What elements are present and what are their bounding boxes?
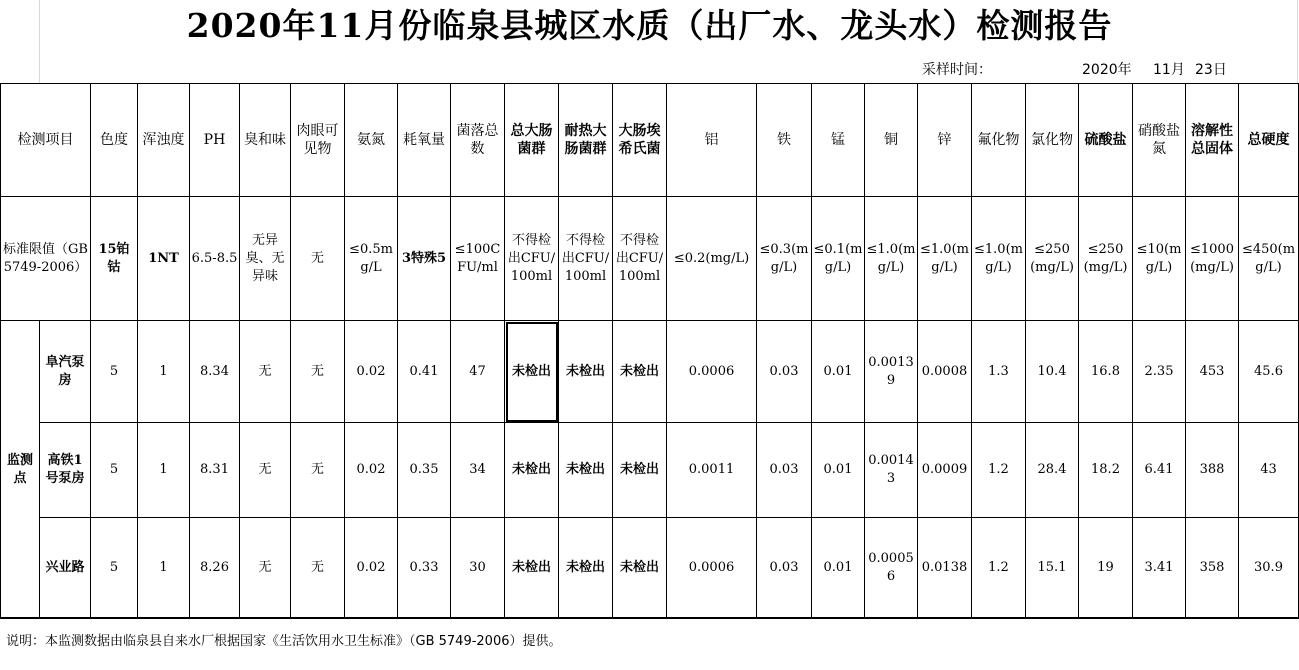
data-cell[interactable]: 5 (91, 518, 138, 619)
site-name[interactable]: 兴业路 (40, 518, 91, 619)
data-cell[interactable]: 未检出 (505, 518, 559, 619)
header-item-label[interactable]: 检测项目 (1, 84, 91, 197)
data-cell[interactable]: 0.0011 (667, 423, 757, 518)
col-header[interactable]: 肉眼可见物 (291, 84, 345, 197)
sample-time-label: 采样时间： (922, 62, 992, 78)
col-header[interactable]: 色度 (91, 84, 138, 197)
data-cell[interactable]: 453 (1186, 321, 1239, 423)
standard-value[interactable]: ≤1.0(mg/L) (972, 197, 1026, 321)
data-cell[interactable]: 0.0008 (918, 321, 972, 423)
data-cell[interactable]: 0.02 (345, 321, 398, 423)
table-row (1, 321, 1299, 423)
data-cell[interactable]: 未检出 (613, 423, 667, 518)
data-cell[interactable]: 6.41 (1133, 423, 1186, 518)
col-header[interactable]: 总大肠菌群 (505, 84, 559, 197)
data-cell[interactable]: 未检出 (559, 321, 613, 423)
col-header[interactable]: 溶解性总固体 (1186, 84, 1239, 197)
data-cell[interactable]: 8.26 (190, 518, 240, 619)
col-header[interactable]: 硝酸盐氮 (1133, 84, 1186, 197)
data-cell[interactable]: 5 (91, 423, 138, 518)
data-cell[interactable]: 未检出 (559, 423, 613, 518)
data-cell[interactable]: 18.2 (1079, 423, 1133, 518)
standard-value[interactable]: 不得检出CFU/100ml (505, 197, 559, 321)
data-cell[interactable]: 0.02 (345, 423, 398, 518)
standard-value[interactable]: ≤1.0(mg/L) (918, 197, 972, 321)
data-cell[interactable]: 0.03 (757, 321, 812, 423)
col-header[interactable]: 臭和味 (240, 84, 291, 197)
standard-value[interactable]: 3特殊5 (398, 197, 451, 321)
data-cell[interactable]: 0.35 (398, 423, 451, 518)
data-cell[interactable]: 0.01 (812, 518, 865, 619)
data-cell[interactable]: 未检出 (505, 321, 559, 423)
monitoring-point-label[interactable]: 监测点 (1, 321, 40, 619)
standard-value[interactable]: 1NT (138, 197, 190, 321)
data-cell[interactable]: 1.2 (972, 423, 1026, 518)
data-cell[interactable]: 3.41 (1133, 518, 1186, 619)
col-header[interactable]: 氯化物 (1026, 84, 1079, 197)
standard-value[interactable]: ≤10(mg/L) (1133, 197, 1186, 321)
standard-value[interactable]: ≤1000(mg/L) (1186, 197, 1239, 321)
data-cell[interactable]: 1.2 (972, 518, 1026, 619)
data-cell[interactable]: 0.0006 (667, 321, 757, 423)
data-cell[interactable]: 0.00056 (865, 518, 918, 619)
data-cell[interactable]: 1 (138, 518, 190, 619)
standard-value[interactable]: ≤250(mg/L) (1079, 197, 1133, 321)
col-header[interactable]: 锌 (918, 84, 972, 197)
data-cell[interactable]: 无 (291, 423, 345, 518)
data-cell[interactable]: 无 (291, 518, 345, 619)
data-cell[interactable]: 2.35 (1133, 321, 1186, 423)
standard-value[interactable]: ≤0.2(mg/L) (667, 197, 757, 321)
standard-value[interactable]: 不得检出CFU/100ml (613, 197, 667, 321)
footnote: 说明：本监测数据由临泉县自来水厂根据国家《生活饮用水卫生标准》（GB 5749-2006）提供。 (0, 617, 1299, 665)
site-name[interactable]: 高铁1号泵房 (40, 423, 91, 518)
standard-value[interactable]: ≤450(mg/L) (1239, 197, 1299, 321)
data-cell[interactable]: 1 (138, 423, 190, 518)
standard-value[interactable]: ≤0.5mg/L (345, 197, 398, 321)
data-cell[interactable]: 0.00143 (865, 423, 918, 518)
data-cell[interactable]: 0.03 (757, 518, 812, 619)
data-cell[interactable]: 10.4 (1026, 321, 1079, 423)
table-row (1, 423, 1299, 518)
data-cell[interactable]: 无 (291, 321, 345, 423)
col-header[interactable]: 浑浊度 (138, 84, 190, 197)
water-quality-table (0, 83, 1299, 619)
data-cell[interactable]: 8.31 (190, 423, 240, 518)
data-cell[interactable]: 388 (1186, 423, 1239, 518)
data-cell[interactable]: 1 (138, 321, 190, 423)
data-cell[interactable]: 8.34 (190, 321, 240, 423)
data-cell[interactable]: 0.00139 (865, 321, 918, 423)
data-cell[interactable]: 0.33 (398, 518, 451, 619)
data-cell[interactable]: 34 (451, 423, 505, 518)
data-cell[interactable]: 45.6 (1239, 321, 1299, 423)
site-name[interactable]: 阜汽泵房 (40, 321, 91, 423)
data-cell[interactable]: 未检出 (613, 321, 667, 423)
standard-value[interactable]: 不得检出CFU/100ml (559, 197, 613, 321)
col-header[interactable]: 耐热大肠菌群 (559, 84, 613, 197)
data-cell[interactable]: 30.9 (1239, 518, 1299, 619)
data-cell[interactable]: 28.4 (1026, 423, 1079, 518)
report-title: 2020年11月份临泉县城区水质（出厂水、龙头水）检测报告 (186, 6, 1113, 45)
data-cell[interactable]: 15.1 (1026, 518, 1079, 619)
standard-value[interactable]: ≤0.3(mg/L) (757, 197, 812, 321)
data-cell[interactable]: 0.0006 (667, 518, 757, 619)
data-cell[interactable]: 0.41 (398, 321, 451, 423)
col-header[interactable]: 大肠埃希氏菌 (613, 84, 667, 197)
col-header[interactable]: 铁 (757, 84, 812, 197)
standard-limit-label[interactable]: 标准限值（GB5749-2006） (1, 197, 91, 321)
standard-value[interactable]: ≤1.0(mg/L) (865, 197, 918, 321)
data-cell[interactable]: 未检出 (505, 423, 559, 518)
standard-value[interactable]: 15铂钴 (91, 197, 138, 321)
data-cell[interactable]: 未检出 (559, 518, 613, 619)
data-cell[interactable]: 0.01 (812, 321, 865, 423)
col-header[interactable]: 氟化物 (972, 84, 1026, 197)
data-cell[interactable]: 无 (240, 321, 291, 423)
col-header[interactable]: 铝 (667, 84, 757, 197)
col-header[interactable]: 菌落总数 (451, 84, 505, 197)
standard-value[interactable]: ≤100CFU/ml (451, 197, 505, 321)
data-cell[interactable]: 0.01 (812, 423, 865, 518)
col-header[interactable]: 铜 (865, 84, 918, 197)
standard-value[interactable]: ≤250(mg/L) (1026, 197, 1079, 321)
data-cell[interactable]: 1.3 (972, 321, 1026, 423)
table-row (1, 518, 1299, 619)
data-cell[interactable]: 43 (1239, 423, 1299, 518)
standard-value[interactable]: 无 (291, 197, 345, 321)
data-cell[interactable]: 0.0009 (918, 423, 972, 518)
data-cell[interactable]: 无 (240, 518, 291, 619)
col-header[interactable]: 锰 (812, 84, 865, 197)
data-cell[interactable]: 未检出 (613, 518, 667, 619)
col-header[interactable]: PH (190, 84, 240, 197)
data-cell[interactable]: 无 (240, 423, 291, 518)
standard-value[interactable]: 无异臭、无异味 (240, 197, 291, 321)
sample-year: 2020年 (1082, 62, 1132, 78)
col-header[interactable]: 耗氧量 (398, 84, 451, 197)
data-cell[interactable]: 30 (451, 518, 505, 619)
data-cell[interactable]: 0.02 (345, 518, 398, 619)
data-cell[interactable]: 0.03 (757, 423, 812, 518)
col-header[interactable]: 硫酸盐 (1079, 84, 1133, 197)
data-cell[interactable]: 16.8 (1079, 321, 1133, 423)
col-header[interactable]: 氨氮 (345, 84, 398, 197)
standard-value[interactable]: ≤0.1(mg/L) (812, 197, 865, 321)
data-cell[interactable]: 0.0138 (918, 518, 972, 619)
data-cell[interactable]: 358 (1186, 518, 1239, 619)
data-cell[interactable]: 5 (91, 321, 138, 423)
data-cell[interactable]: 47 (451, 321, 505, 423)
col-header[interactable]: 总硬度 (1239, 84, 1299, 197)
data-cell[interactable]: 19 (1079, 518, 1133, 619)
sample-day: 23日 (1195, 62, 1227, 78)
sample-month: 11月 (1153, 62, 1185, 78)
standard-value[interactable]: 6.5-8.5 (190, 197, 240, 321)
